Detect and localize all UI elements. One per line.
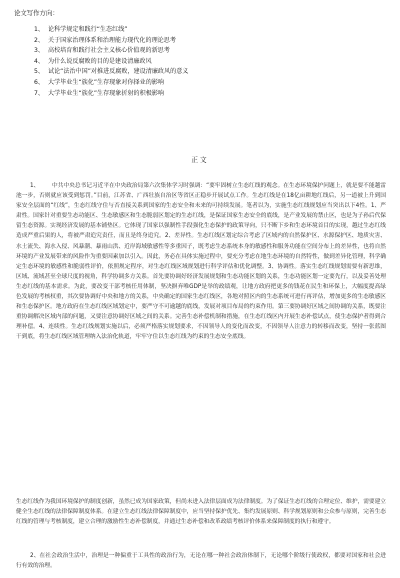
topic-text: 试论“法治中国”对推进反腐败，建设清廉政风的意义 <box>48 68 189 76</box>
topic-text: 为什么说反腐败的目的是建设清廉政风 <box>48 57 152 65</box>
paragraph-text: 生态红线作为我国环境保护的制度创新，虽然已成为国家政策，但尚未进入法律层面成为法律制度。为了保证生态红线的合理定位、维护，需要建立健全生态红线的法律保障制度体系。在建立生态红线法律保障制度中，应当坚持保护优先、集约发展原则、科学规划原则和公众参与原则，完善生态红线的管理与考核制度，建立合理的激励性生态补偿制度，并通过生态补偿和改革政绩考核评价体系来保障制度的执行和遵守。 <box>16 499 386 526</box>
topic-number: 4、 <box>34 57 44 65</box>
paragraph-number: 2、 <box>30 553 40 559</box>
topic-number: 6、 <box>34 78 44 86</box>
topic-item <box>34 25 188 36</box>
body-paragraph <box>16 497 386 549</box>
section-title: 正文 <box>191 156 209 164</box>
topic-number: 3、 <box>34 47 44 55</box>
topic-item <box>34 78 188 89</box>
topic-item <box>34 46 188 57</box>
topics-list <box>34 25 188 99</box>
topic-text: 大学毕业生“族化”生存现象对你择业的影响 <box>48 78 165 86</box>
topic-text: 高校培育和践行社会主义核心价值观的新思考 <box>48 47 170 55</box>
topic-number: 5、 <box>34 68 44 76</box>
topic-item <box>34 36 188 47</box>
paragraph-number: 1、 <box>30 183 40 189</box>
topic-item <box>34 67 188 78</box>
topic-text: 关于国家治理体系和治理能力现代化的理论思考 <box>48 36 176 44</box>
topics-heading: 论文写作方向： <box>14 9 59 17</box>
topic-number: 7、 <box>34 89 44 97</box>
paragraph-text: 中共中央总书记习近平在中央政治局第六次集体学习时强调：“要牢固树立生态红线的观念。在生态环境保护问题上，就是要不能越雷池一步，否则就应该受到惩罚。”目前，江苏省、广西壮族自治区等省区正稳步开展试点工作。生态红线是在18亿亩耕地红线后，另一道被上升到国家安全层面的“红线”，生态红线守住与否直接关系到国家的生态安全和未来的可持续发展。笔者以为，实施生态红线规划应当突出以下4性。1、严肃性。国家针对重要生态功能区、生态敏感区和生态脆弱区划定的生态红线，是保证国家生态安全的底线，是产业发展的禁止区，也是为子孙后代保留生态资源。实现经济发展的基本铺垫区。它体现了国家以强制性手段强化生态保护的政策导向，只不断下乡和生态环境首目的实现，越过生态红线造成严重后果的人，将被严肃追究责任，而且是终身追究。2、差异性。生态红线区划定综合考虑了区域内的自然保护区、水源保护区、地质灾害、水土流失、海水入侵、风暴潮、暴雨山洪、近岸海域敏感性等多重因子，既考虑生态系统本身的敏感性和服务功能在空间分布上的差异性，也将自然环境的产业发展带来的风险作为重要因素加以引入。因此，务必在具体实施过程中，要充分考虑在地生态环境的自然特性，做到差异化管理，科学确定生态环境的敏感性和脆弱性评价，依照规定程序，对生态红线区域规划进行科学评估和优化调整。3、协调性。落实生态红线规划需要有新思维，区域、流域甚至全球尺度的视角，科学协调多方关系。首先要协调好经济发展规划和生态功能区划的关系，生态功能区划一定要先行，以及妥善处理生态红线的基本需求。为此，要改变干部考核任用体制，坚决摒弃唯GDP是举的政绩观，让地方政府把更多的钱花在民生和环保上，大幅度提高绿色发展的考核权重，其次要协调好中央和地方的关系，中央确定的国家生态红线区，各地对照区内的生态系统可进行再评估，增加更多的生态敏感区和生态保护区。地方政府在生态红线区域划定中，要严守不可逾越的底线，发展对项目布局的约束作用。第三要协调好区域之间协调的关系，既要注重协调解决区域内部的问题，又要注意协调好区域之间的关系。完善生态补偿机制和措施，在生态红线区内开展生态补偿试点，使生态保护者得到合理补偿。4、连续性。生态红线规划实施以后，必须严格落实规划要求，不因领导人的变化而改变，不因领导人注意力的转移而改变，坚持一张蓝图干到底，将生态红线区域管理纳入法治化轨道，牢牢守住以生态红线为约束的生态安全底线。 <box>16 183 386 341</box>
topic-text: 大学毕业生“族化”生存现象折射的积极影响 <box>48 89 165 97</box>
topic-text: 论科学规定和践行“生态红线” <box>48 26 128 33</box>
topic-item <box>34 57 188 68</box>
topic-number: 2、 <box>34 36 44 44</box>
paragraph-text: 在社会政治生活中，治理是一种偏重于工具性的政治行为，无论在哪一种社会政治体制下，无论哪个阶级行使政权，都要对国家和社会进行有效的治理。 <box>16 553 386 570</box>
topic-item <box>34 89 188 100</box>
body-paragraph <box>16 181 386 485</box>
topic-number: 1、 <box>34 26 44 33</box>
body-paragraph <box>16 551 386 578</box>
